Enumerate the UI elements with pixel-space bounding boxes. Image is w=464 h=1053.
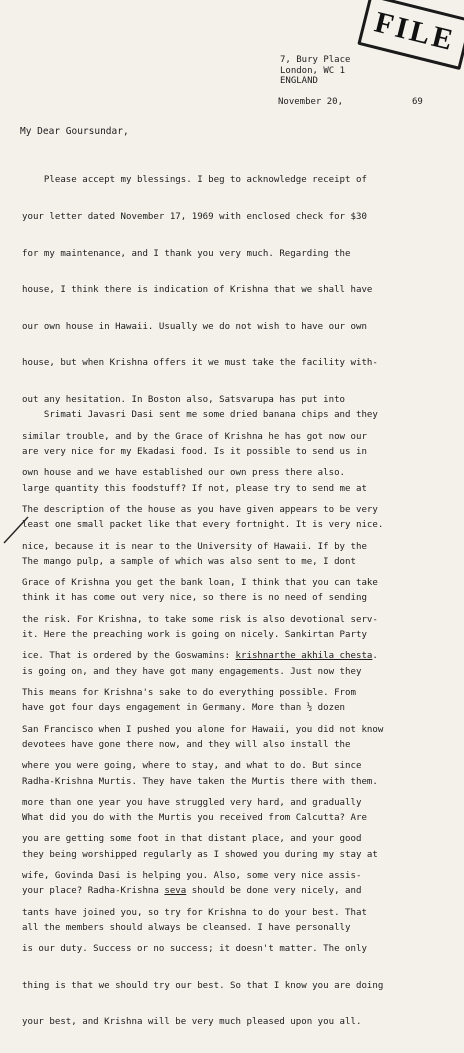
address-line-3: ENGLAND [280, 76, 318, 86]
paragraph-2-line-with-seva [22, 885, 454, 897]
paragraph-1-line: more than one year you have struggled very hard, and gradually [22, 797, 362, 808]
paragraph-1-line: wife, Govinda Dasi is helping you. Also, some very nice assis- [22, 870, 362, 881]
paragraph-1-line: our own house in Hawaii. Usually we do not wish to have our own [22, 321, 367, 332]
paragraph-1-line: This means for Krishna's sake to do everything possible. From [22, 687, 356, 698]
paragraph-2-line: your place? Radha-Krishna [22, 886, 165, 897]
paragraph-1-line: for my maintenance, and I thank you very much. Regarding the [22, 248, 351, 259]
paragraph-2-line: Srimati Javasri Dasi sent me some dried banana chips and they [22, 410, 378, 421]
file-stamp-text: FILE [371, 5, 459, 58]
paragraph-2-line: think it has come out very nice, so there is no need of sending [22, 593, 367, 604]
paragraph-2-line: Radha-Krishna Murtis. They have taken the Murtis there with them. [22, 776, 378, 787]
paragraph-1-line: Please accept my blessings. I beg to acknowledge receipt of [22, 175, 367, 186]
paragraph-2-line: large quantity this foodstuff? If not, please try to send me at [22, 483, 367, 494]
paragraph-2-line: The mango pulp, a sample of which was also sent to me, I dont [22, 556, 356, 567]
address-block [280, 55, 350, 87]
paragraph-1-line: is our duty. Success or no success; it doesn't matter. The only [22, 944, 367, 955]
paragraph-2-line: all the members should always be cleansed. I have personally [22, 922, 351, 933]
paragraph-1-line: house, but when Krishna offers it we must take the facility with- [22, 358, 378, 369]
paragraph-1-line: where you were going, where to stay, and what to do. But since [22, 761, 362, 772]
address-line-1: 7, Bury Place [280, 55, 351, 65]
file-stamp [357, 0, 464, 70]
paragraph-1-line: your letter dated November 17, 1969 with enclosed check for $30 [22, 212, 367, 223]
paragraph-2-line: least one small packet like that every fortnight. It is very nice. [22, 520, 384, 531]
paragraph-1-line: Grace of Krishna you get the bank loan, I think that you can take [22, 578, 378, 589]
paragraph-1-line: nice, because it is near to the University of Hawaii. If by the [22, 541, 367, 552]
paragraph-1-line: your best, and Krishna will be very much pleased upon you all. [22, 1017, 362, 1028]
paragraph-1-line: the risk. For Krishna, to take some risk is also devotional serv- [22, 614, 378, 625]
paragraph-2-line: are very nice for my Ekadasi food. Is it possible to send us in [22, 447, 367, 458]
paragraph-2-line: is going on, and they have got many engagements. Just now they [22, 666, 362, 677]
paragraph-2-line: have got four days engagement in Germany. More than ½ dozen [22, 703, 346, 714]
paragraph-2-line: they being worshipped regularly as I showed you during my stay at [22, 849, 378, 860]
letter-date: November 20, [278, 97, 344, 107]
paragraph-2-line-tail: should be done very nicely, and [186, 886, 362, 897]
paragraph-1-line: tants have joined you, so try for Krishna to do your best. That [22, 907, 367, 918]
paragraph-1-line: house, I think there is indication of Krishna that we shall have [22, 285, 373, 296]
paragraph-2-line: it. Here the preaching work is going on nicely. Sankirtan Party [22, 630, 367, 641]
salutation: My Dear Goursundar, [20, 126, 129, 137]
paragraph-1-line: thing is that we should try our best. So that I know you are doing [22, 980, 384, 991]
paragraph-1-line: out any hesitation. In Boston also, Satsvarupa has put into [22, 395, 346, 406]
paragraph-1-line: similar trouble, and by the Grace of Krishna he has got now our [22, 431, 367, 442]
paragraph-2-line: devotees have gone there now, and they will also install the [22, 739, 351, 750]
paragraph-1-line: ice. That is ordered by the Goswamins: [22, 651, 236, 662]
paragraph-2-line: What did you do with the Murtis you received from Calcutta? Are [22, 813, 367, 824]
paragraph-1-line: San Francisco when I pushed you alone for Hawaii, you did not know [22, 724, 384, 735]
paragraph-1-line: own house and we have established our own press there also. [22, 468, 346, 479]
seva-word: seva [164, 886, 187, 897]
quote-punctuation: . [372, 651, 378, 662]
address-line-2: London, WC 1 [280, 65, 346, 76]
paragraph-1-line: The description of the house as you have given appears to be very [22, 504, 378, 515]
sanskrit-quote: krishnarthe akhila chesta [235, 651, 373, 662]
paragraph-1-line: you are getting some foot in that distant place, and your good [22, 834, 362, 845]
paragraph-2 [22, 385, 454, 959]
margin-tick-mark [2, 515, 30, 545]
letter-date-year: 69 [412, 97, 423, 107]
